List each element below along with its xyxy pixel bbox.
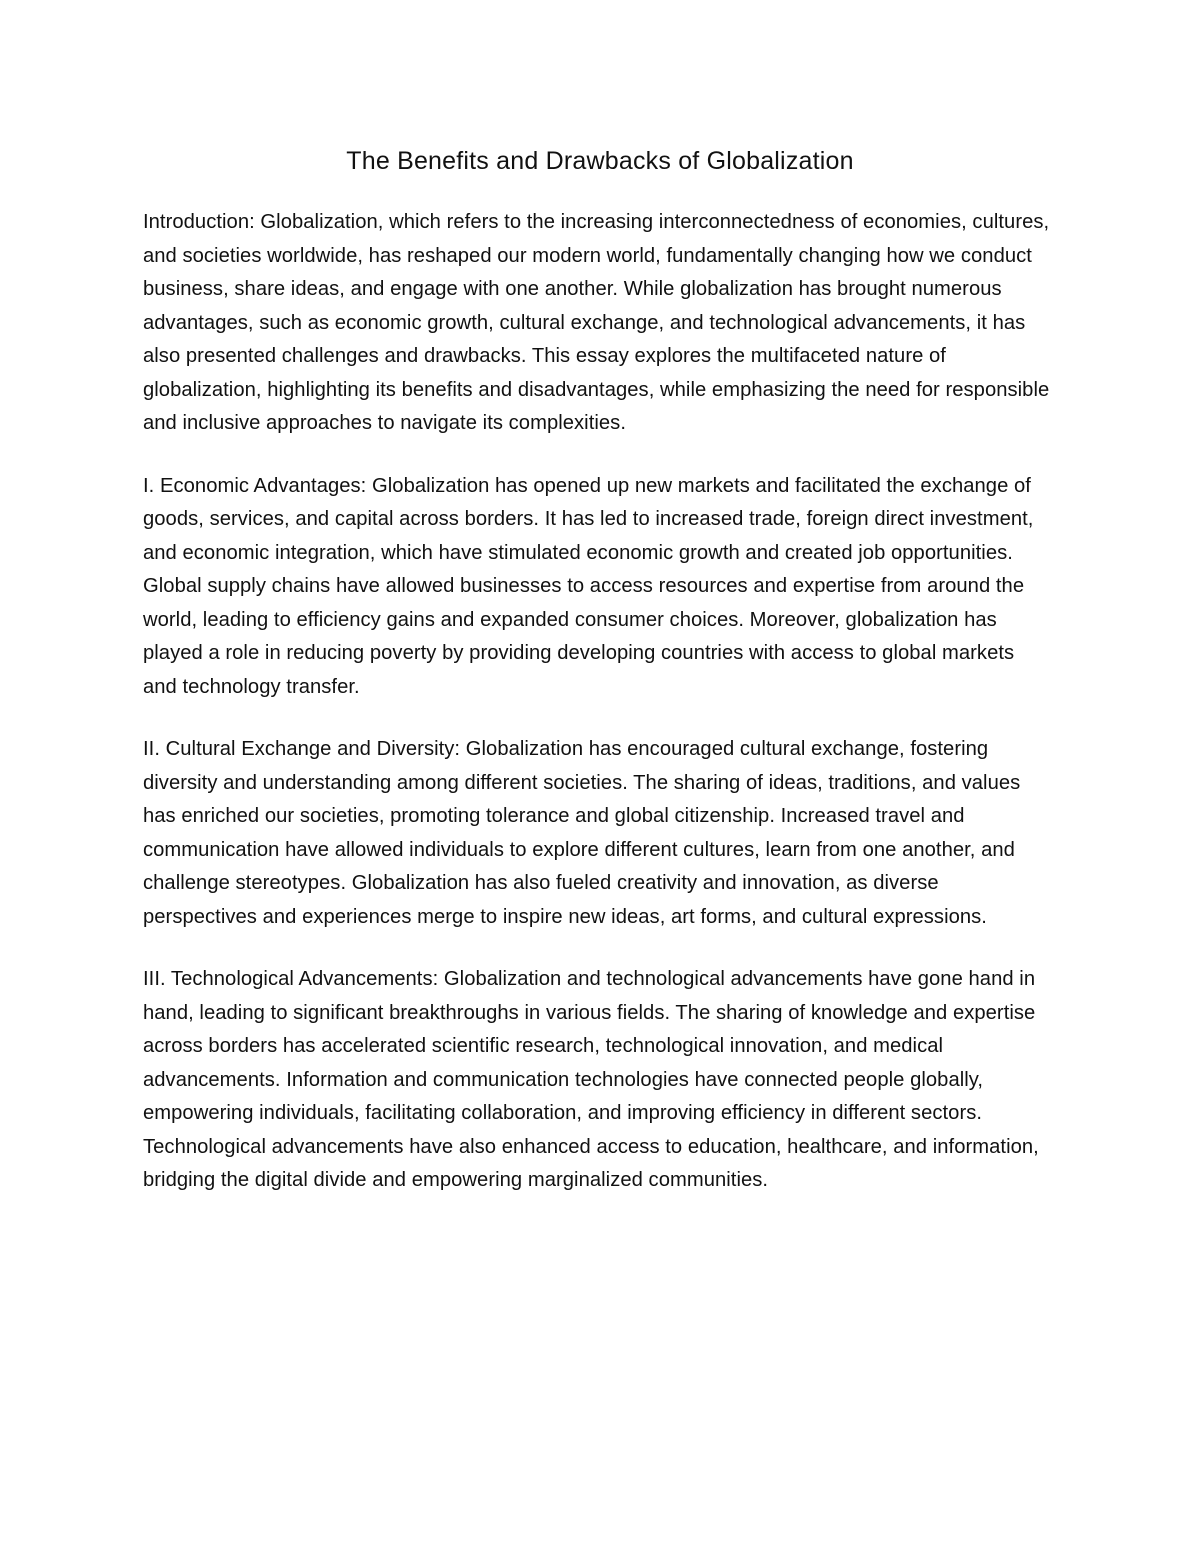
paragraph-technological-advancements: III. Technological Advancements: Globalization and technological advancements have gone hand in hand, leading to significant breakthroughs in various fields. The sharing of knowledge and expertise across borders has accelerated scientific research, technological innovation, and medical advancements. Information and communication technologies have connected people globally, empowering individuals, facilitating collaboration, and improving efficiency in different sectors. Technological advancements have also enhanced access to education, healthcare, and information, bridging the digital divide and empowering marginalized communities. — [143, 968, 1039, 1191]
paragraph-economic-advantages: I. Economic Advantages: Globalization has opened up new markets and facilitated the exchange of goods, services, and capital across borders. It has led to increased trade, foreign direct investment, and economic integration, which have stimulated economic growth and created job opportunities. Global supply chains have allowed businesses to access resources and expertise from around the world, leading to efficiency gains and expanded consumer choices. Moreover, globalization has played a role in reducing poverty by providing developing countries with access to global markets and technology transfer. — [143, 474, 1034, 698]
paragraph-cultural-exchange: II. Cultural Exchange and Diversity: Globalization has encouraged cultural exchange, fostering diversity and understanding among different societies. The sharing of ideas, traditions, and values has enriched our societies, promoting tolerance and global citizenship. Increased travel and communication have allowed individuals to explore different cultures, learn from one another, and challenge stereotypes. Globalization has also fueled creativity and innovation, as diverse perspectives and experiences merge to inspire new ideas, art forms, and cultural expressions. — [143, 738, 1021, 928]
document-title: The Benefits and Drawbacks of Globalization — [346, 147, 854, 175]
paragraph-introduction: Introduction: Globalization, which refers to the increasing interconnectedness of economies, cultures, and societies worldwide, has reshaped our modern world, fundamentally changing how we conduct business, share ideas, and engage with one another. While globalization has brought numerous advantages, such as economic growth, cultural exchange, and technological advancements, it has also presented challenges and drawbacks. This essay explores the multifaceted nature of globalization, highlighting its benefits and disadvantages, while emphasizing the need for responsible and inclusive approaches to navigate its complexities. — [143, 211, 1050, 434]
document-body — [143, 206, 1053, 1227]
